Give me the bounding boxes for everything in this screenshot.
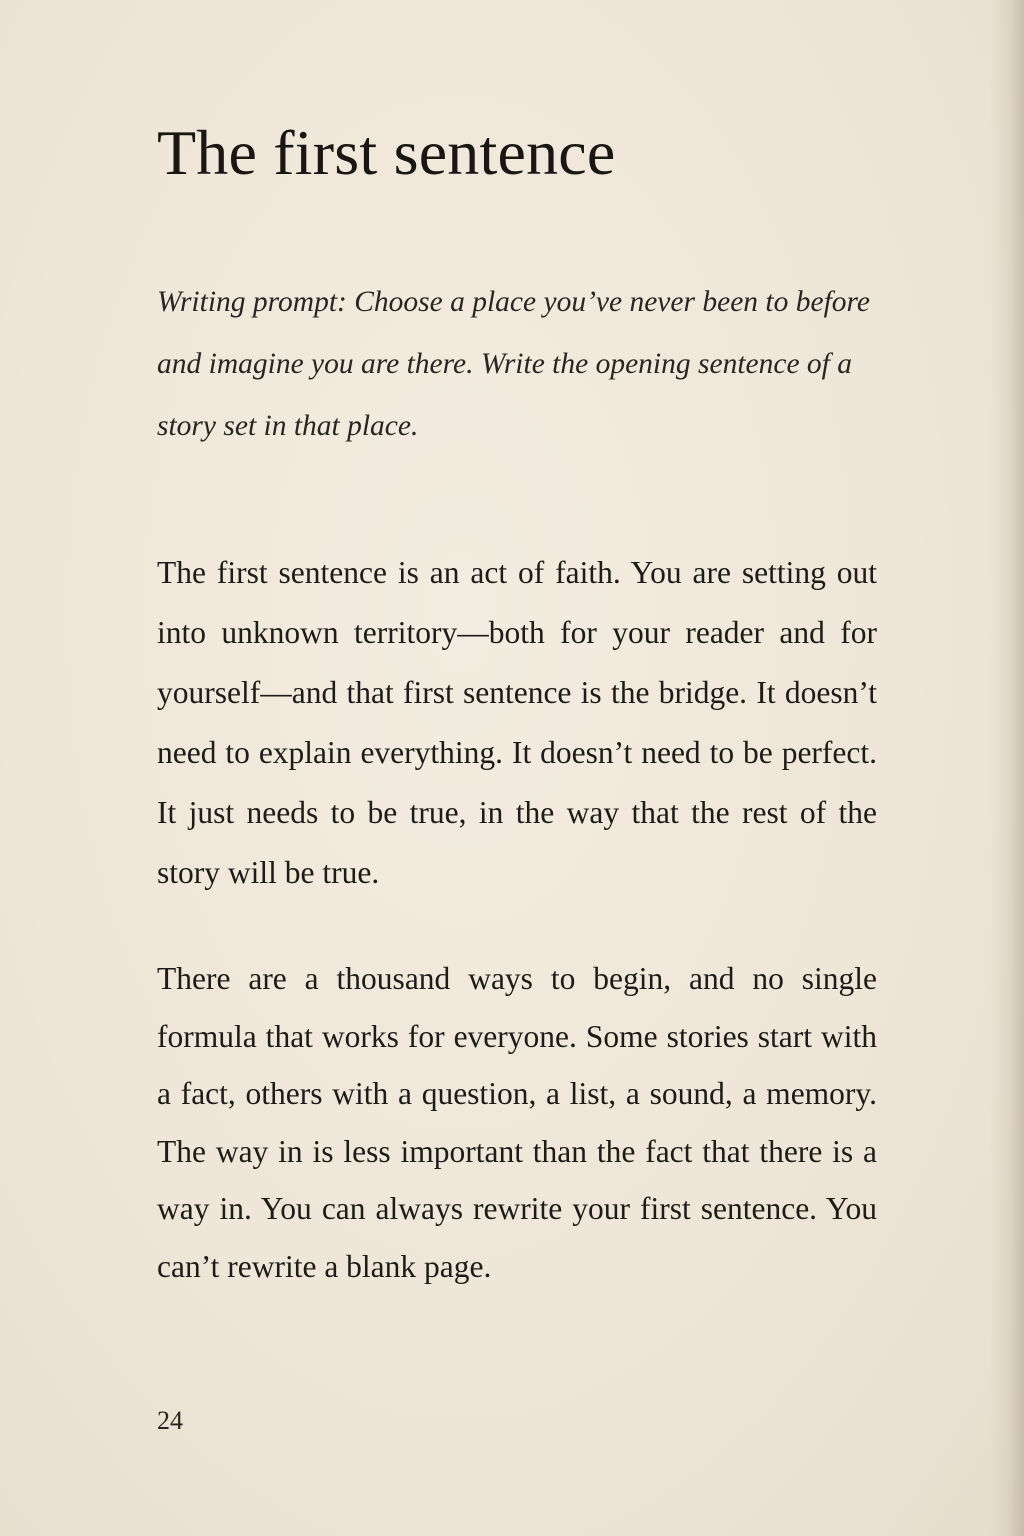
page-number: 24 — [157, 1406, 183, 1435]
writing-prompt: Writing prompt: Choose a place you’ve never been to before and imagine you are there. Write the opening sentence of a story set in that place. — [157, 286, 870, 442]
page-title: The first sentence — [157, 117, 616, 188]
body-paragraph-2: There are a thousand ways to begin, and no single formula that works for everyone. Some stories start with a fact, others with a question, a list, a sound, a memory. The way in is less important than the fact that there is a way in. You can always rewrite your first sentence. You can’t rewrite a blank page. — [157, 961, 877, 1284]
body-paragraph-1: The first sentence is an act of faith. You are setting out into unknown territory—both for your reader and for yourself—and that first sentence is the bridge. It doesn’t need to explain everything. It doesn’t need to be perfect. It just needs to be true, in the way that the rest of the story will be true. — [157, 555, 877, 890]
